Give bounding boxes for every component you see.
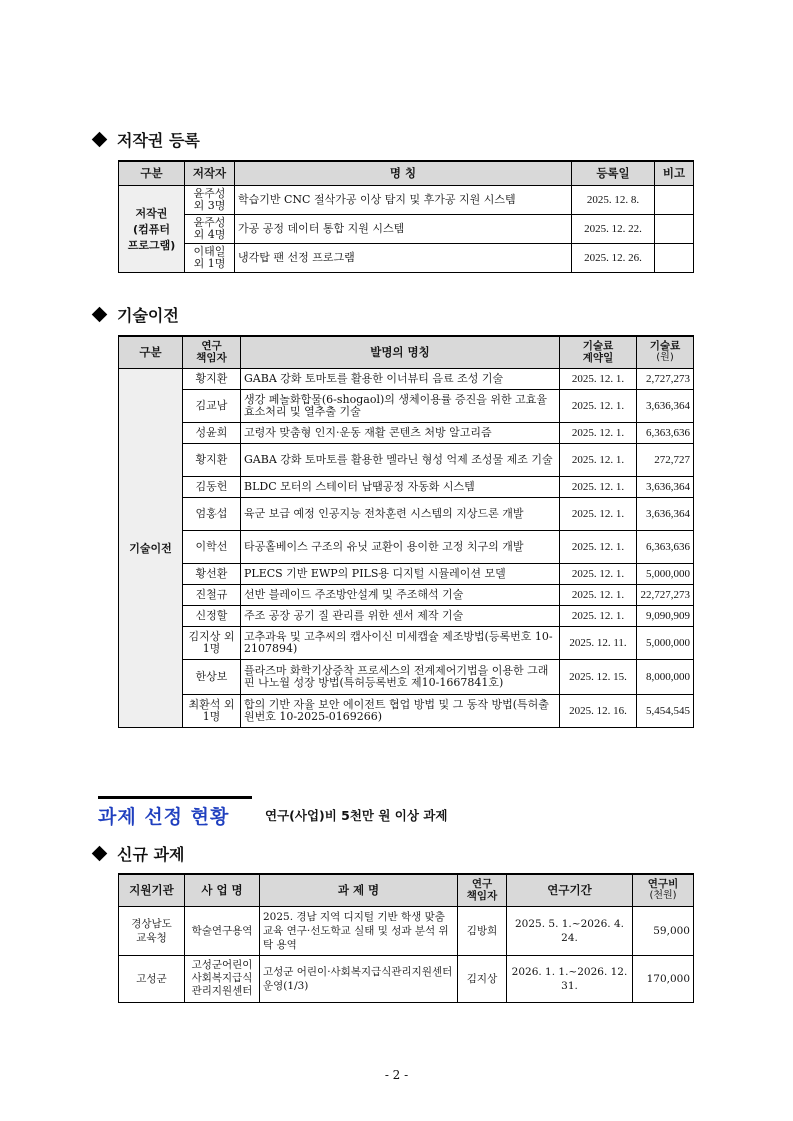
fee-cell: 3,636,364 xyxy=(637,497,694,530)
project-section-subtitle: 연구(사업)비 5천만 원 이상 과제 xyxy=(265,808,448,823)
researcher-cell: 한상보 xyxy=(183,659,241,694)
contract-date-cell: 2025. 12. 1. xyxy=(560,389,637,422)
header-category: 구분 xyxy=(119,161,185,185)
date-cell: 2025. 12. 26. xyxy=(572,243,655,272)
header-fee xyxy=(637,336,694,368)
header-agency: 지원기관 xyxy=(119,874,185,906)
researcher-cell: 진철규 xyxy=(183,584,241,605)
researcher-cell: 이학선 xyxy=(183,530,241,563)
period-cell: 2025. 5. 1.~2026. 4. 24. xyxy=(507,906,633,955)
category-line: (컴퓨터 xyxy=(133,222,170,236)
invention-cell: 타공홀베이스 구조의 유닛 교환이 용이한 고정 치구의 개발 xyxy=(241,530,560,563)
header-note: 비고 xyxy=(655,161,694,185)
table-row xyxy=(119,476,694,497)
tech-transfer-heading xyxy=(94,303,179,326)
invention-cell: 생강 페놀화합물(6-shogaol)의 생체이용률 증진을 위한 고효율 효소처리 및 열추출 기술 xyxy=(241,389,560,422)
agency-cell: 경상남도 교육청 xyxy=(119,906,185,955)
invention-cell: GABA 강화 토마토를 활용한 멜라닌 형성 억제 조성물 제조 기술 xyxy=(241,443,560,476)
fee-cell: 272,727 xyxy=(637,443,694,476)
header-researcher-text: 연구 책임자 xyxy=(466,878,498,903)
researcher-cell: 성윤희 xyxy=(183,422,241,443)
new-projects-heading-text: 신규 과제 xyxy=(117,845,185,864)
table-row xyxy=(119,530,694,563)
contract-date-cell: 2025. 12. 1. xyxy=(560,422,637,443)
contract-date-cell: 2025. 12. 1. xyxy=(560,563,637,584)
header-invention: 발명의 명칭 xyxy=(241,336,560,368)
invention-cell: 육군 보급 예정 인공지능 전차훈련 시스템의 지상드론 개발 xyxy=(241,497,560,530)
researcher-cell: 김동헌 xyxy=(183,476,241,497)
category-cell xyxy=(119,185,185,272)
header-researcher xyxy=(183,336,241,368)
category-line: 저작권 xyxy=(135,206,168,220)
header-author: 저작자 xyxy=(185,161,235,185)
researcher-cell: 신정할 xyxy=(183,605,241,626)
header-fee-text: 기술료 xyxy=(649,340,681,353)
fee-cell: 3,636,364 xyxy=(637,476,694,497)
project-title-cell: 2025. 경남 지역 디지털 기반 학생 맞춤교육 연구·선도학교 실태 및 성과 분석 위탁 용역 xyxy=(260,906,458,955)
header-researcher-text: 연구 책임자 xyxy=(196,340,227,365)
header-budget-unit: (천원) xyxy=(649,890,677,902)
invention-cell: 플라즈마 화학기상증착 프로세스의 전계제어기법을 이용한 그래핀 나노월 성장 방법(특허등록번호 제10-1667841호) xyxy=(241,659,560,694)
contract-date-cell: 2025. 12. 1. xyxy=(560,443,637,476)
table-row xyxy=(119,443,694,476)
fee-cell: 6,363,636 xyxy=(637,422,694,443)
date-cell: 2025. 12. 22. xyxy=(572,214,655,243)
date-cell: 2025. 12. 8. xyxy=(572,185,655,214)
table-row xyxy=(119,584,694,605)
table-row xyxy=(119,389,694,422)
tech-transfer-table xyxy=(118,335,694,728)
agency-cell: 고성군 xyxy=(119,955,185,1002)
fee-cell: 5,000,000 xyxy=(637,563,694,584)
project-title-cell: 고성군 어린이·사회복지급식관리지원센터 운영(1/3) xyxy=(260,955,458,1002)
copyright-heading xyxy=(94,128,200,151)
diamond-bullet-icon xyxy=(92,307,108,323)
header-budget-text: 연구비 xyxy=(647,878,679,891)
fee-cell: 2,727,273 xyxy=(637,368,694,389)
researcher-cell: 황지환 xyxy=(183,443,241,476)
header-project-title: 과 제 명 xyxy=(260,874,458,906)
table-row xyxy=(119,605,694,626)
table-row xyxy=(119,694,694,727)
header-date: 등록일 xyxy=(572,161,655,185)
contract-date-cell: 2025. 12. 1. xyxy=(560,368,637,389)
note-cell xyxy=(655,243,694,272)
budget-cell: 59,000 xyxy=(633,906,694,955)
header-contract-date-text: 기술료 계약일 xyxy=(582,340,614,365)
budget-cell: 170,000 xyxy=(633,955,694,1002)
note-cell xyxy=(655,214,694,243)
project-section-title-text: 과제 선정 현황 xyxy=(98,805,230,828)
author-cell: 윤주성 외 4명 xyxy=(185,214,235,243)
invention-cell: 선반 블레이드 주조방안설계 및 주조해석 기술 xyxy=(241,584,560,605)
table-row xyxy=(119,422,694,443)
contract-date-cell: 2025. 12. 11. xyxy=(560,626,637,659)
table-row xyxy=(119,243,694,272)
invention-cell: 고추과육 및 고추씨의 캡사이신 미세캡슐 제조방법(등록번호 10-2107894) xyxy=(241,626,560,659)
researcher-cell: 황지환 xyxy=(183,368,241,389)
tech-transfer-heading-text: 기술이전 xyxy=(117,306,179,325)
invention-cell: 고령자 맞춤형 인지·운동 재활 콘텐츠 처방 알고리즘 xyxy=(241,422,560,443)
table-row xyxy=(119,368,694,389)
contract-date-cell: 2025. 12. 1. xyxy=(560,497,637,530)
fee-cell: 22,727,273 xyxy=(637,584,694,605)
new-projects-table xyxy=(118,873,694,1003)
researcher-cell: 최환석 외 1명 xyxy=(183,694,241,727)
researcher-cell: 엄홍섭 xyxy=(183,497,241,530)
copyright-heading-text: 저작권 등록 xyxy=(117,131,200,150)
contract-date-cell: 2025. 12. 16. xyxy=(560,694,637,727)
header-fee-unit: (원) xyxy=(656,352,674,364)
category-line: 프로그램) xyxy=(127,238,176,252)
researcher-cell: 김지상 xyxy=(458,955,507,1002)
program-cell: 고성군어린이 사회복지급식 관리지원센터 xyxy=(185,955,260,1002)
contract-date-cell: 2025. 12. 1. xyxy=(560,584,637,605)
researcher-cell: 황선환 xyxy=(183,563,241,584)
researcher-cell: 김지상 외 1명 xyxy=(183,626,241,659)
contract-date-cell: 2025. 12. 1. xyxy=(560,605,637,626)
fee-cell: 9,090,909 xyxy=(637,605,694,626)
header-researcher xyxy=(458,874,507,906)
project-section-title xyxy=(98,796,252,831)
researcher-cell: 김방희 xyxy=(458,906,507,955)
invention-cell: BLDC 모터의 스테이터 납땜공정 자동화 시스템 xyxy=(241,476,560,497)
title-cell: 냉각탑 팬 선정 프로그램 xyxy=(235,243,572,272)
table-row xyxy=(119,955,694,1002)
new-projects-heading xyxy=(94,842,184,865)
header-program: 사 업 명 xyxy=(185,874,260,906)
program-cell: 학술연구용역 xyxy=(185,906,260,955)
header-budget xyxy=(633,874,694,906)
table-row xyxy=(119,497,694,530)
fee-cell: 8,000,000 xyxy=(637,659,694,694)
title-cell: 학습기반 CNC 절삭가공 이상 탐지 및 후가공 지원 시스템 xyxy=(235,185,572,214)
fee-cell: 6,363,636 xyxy=(637,530,694,563)
table-row xyxy=(119,214,694,243)
header-period: 연구기간 xyxy=(507,874,633,906)
fee-cell: 5,000,000 xyxy=(637,626,694,659)
fee-cell: 3,636,364 xyxy=(637,389,694,422)
diamond-bullet-icon xyxy=(92,846,108,862)
researcher-cell: 김교남 xyxy=(183,389,241,422)
category-cell: 기술이전 xyxy=(119,368,183,727)
contract-date-cell: 2025. 12. 1. xyxy=(560,530,637,563)
table-row xyxy=(119,626,694,659)
table-row xyxy=(119,659,694,694)
invention-cell: GABA 강화 토마토를 활용한 이너뷰티 음료 조성 기술 xyxy=(241,368,560,389)
header-title: 명 칭 xyxy=(235,161,572,185)
header-contract-date xyxy=(560,336,637,368)
copyright-table xyxy=(118,160,694,273)
table-row xyxy=(119,563,694,584)
invention-cell: 주조 공장 공기 질 관리를 위한 센서 제작 기술 xyxy=(241,605,560,626)
invention-cell: PLECS 기반 EWP의 PILS용 디지털 시뮬레이션 모델 xyxy=(241,563,560,584)
header-category: 구분 xyxy=(119,336,183,368)
table-row xyxy=(119,906,694,955)
title-cell: 가공 공정 데이터 통합 지원 시스템 xyxy=(235,214,572,243)
page-number: - 2 - xyxy=(384,1068,409,1082)
table-row xyxy=(119,185,694,214)
diamond-bullet-icon xyxy=(92,132,108,148)
author-cell: 윤주성 외 3명 xyxy=(185,185,235,214)
author-cell: 이태일 외 1명 xyxy=(185,243,235,272)
fee-cell: 5,454,545 xyxy=(637,694,694,727)
period-cell: 2026. 1. 1.~2026. 12. 31. xyxy=(507,955,633,1002)
contract-date-cell: 2025. 12. 15. xyxy=(560,659,637,694)
note-cell xyxy=(655,185,694,214)
contract-date-cell: 2025. 12. 1. xyxy=(560,476,637,497)
invention-cell: 합의 기반 자율 보안 에이전트 협업 방법 및 그 동작 방법(특허출원번호 10-2025-0169266) xyxy=(241,694,560,727)
